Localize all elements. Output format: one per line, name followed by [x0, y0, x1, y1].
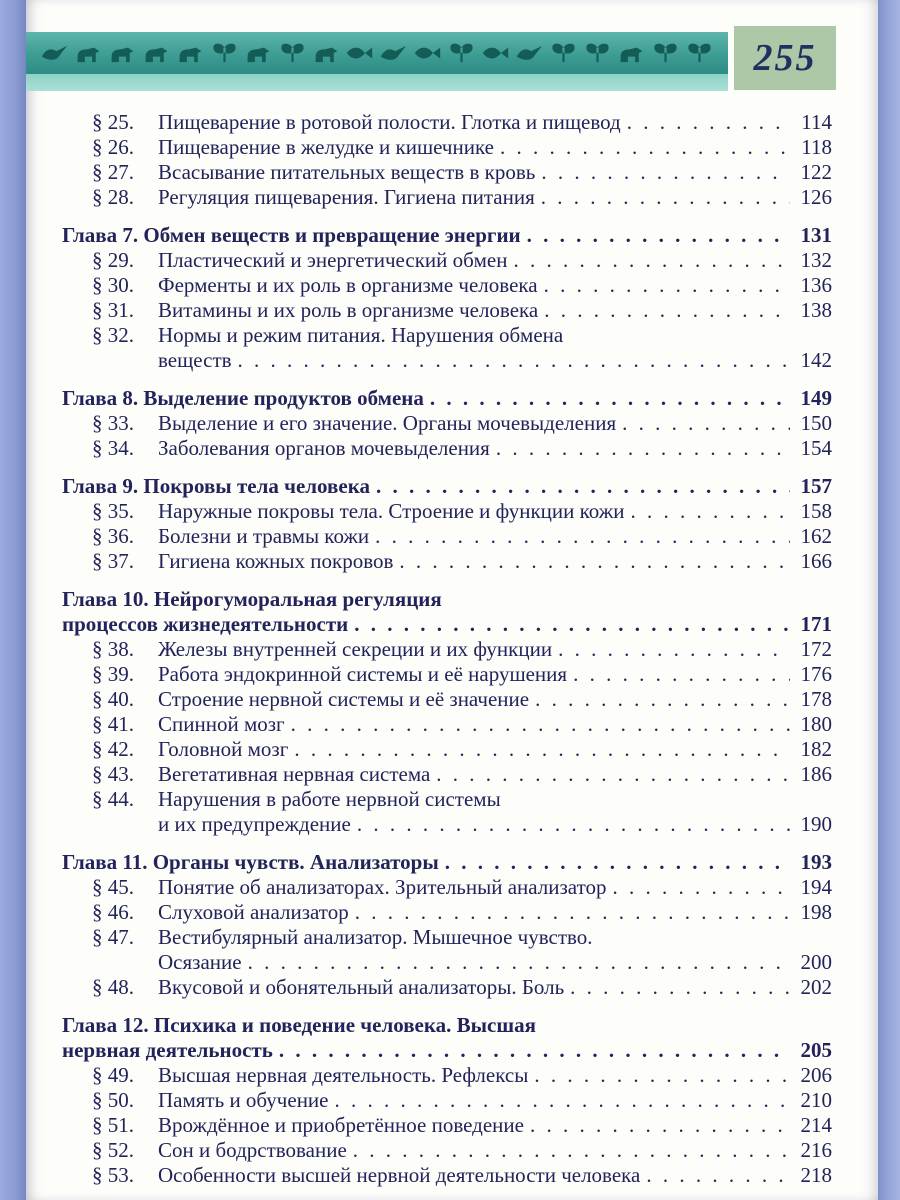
swallow-icon: [40, 41, 69, 65]
toc-entry-line: [62, 737, 832, 762]
toc-entry-line: [62, 223, 832, 248]
dot-leader: [375, 524, 790, 549]
dot-leader: [357, 812, 790, 837]
section-number: § 38.: [92, 637, 134, 661]
section-title: Болезни и травмы кожи: [158, 524, 370, 548]
page-ref: 193: [800, 850, 832, 874]
dot-leader: [291, 712, 790, 737]
page-header: [26, 0, 878, 94]
snail-icon: [651, 41, 680, 65]
page-ref: 205: [800, 1038, 832, 1062]
dot-leader: [541, 160, 790, 185]
page-number-box: [734, 26, 836, 90]
section-number: § 48.: [92, 975, 134, 999]
section-number: § 50.: [92, 1088, 134, 1112]
toc-entry-line: [62, 612, 832, 637]
page-ref: 142: [800, 348, 832, 372]
page-ref: 122: [800, 160, 832, 184]
section-title: Вкусовой и обонятельный анализаторы. Боль: [158, 975, 565, 999]
page-ref: 206: [800, 1063, 832, 1087]
boar-icon: [176, 41, 205, 65]
toc-chapter-entry: [62, 386, 832, 411]
toc-section-entry: [62, 687, 832, 712]
page-ref: 131: [800, 223, 832, 247]
toc-section-entry: [62, 662, 832, 687]
page-ref: 216: [800, 1138, 832, 1162]
chapter-title: Глава 10. Нейрогуморальная регуляция: [62, 587, 442, 611]
page-ref: 182: [800, 737, 832, 761]
section-number: § 46.: [92, 900, 134, 924]
dragonfly-icon: [447, 41, 476, 65]
dot-leader: [500, 135, 790, 160]
toc-entry-line: [62, 411, 832, 436]
page-ref: 136: [800, 273, 832, 297]
toc-section-entry: [62, 762, 832, 787]
toc-entry-line: [62, 900, 832, 925]
toc-entry-line: [62, 185, 832, 210]
section-number: § 40.: [92, 687, 134, 711]
toc-chapter-entry: [62, 474, 832, 499]
dot-leader: [530, 1113, 790, 1138]
toc-section-entry: [62, 298, 832, 323]
butterfly-icon: [210, 41, 239, 65]
dot-leader: [544, 298, 790, 323]
chapter-title: Глава 12. Психика и поведение человека. Высшая: [62, 1013, 536, 1037]
header-accent-stripe: [26, 74, 728, 91]
toc-section-entry: [62, 110, 832, 135]
swan-icon: [379, 41, 408, 65]
monkey-icon: [244, 41, 273, 65]
toc-entry-line: [62, 436, 832, 461]
section-title: Гигиена кожных покровов: [158, 549, 394, 573]
beetle-icon: [549, 41, 578, 65]
toc-chapter-entry: [62, 850, 832, 875]
toc-entry-line: [62, 348, 832, 373]
toc-section-entry: [62, 1088, 832, 1113]
page-ref: 150: [800, 411, 832, 435]
toc-entry-line: [62, 1013, 832, 1038]
toc-entry-line: [62, 1088, 832, 1113]
toc-entry-line: [62, 248, 832, 273]
page-ref: 126: [800, 185, 832, 209]
dot-leader: [248, 950, 790, 975]
toc-entry-line: [62, 637, 832, 662]
toc-section-entry: [62, 787, 832, 837]
section-title: Регуляция пищеварения. Гигиена питания: [158, 185, 535, 209]
dot-leader: [535, 687, 790, 712]
page-ref: 114: [801, 110, 832, 134]
section-title: Особенности высшей нервной деятельности человека: [158, 1163, 641, 1187]
section-number: § 51.: [92, 1113, 134, 1137]
section-title: и их предупреждение: [158, 812, 351, 836]
page-ref: 210: [800, 1088, 832, 1112]
section-title: Спинной мозг: [158, 712, 285, 736]
dot-leader: [631, 499, 790, 524]
toc-entry-line: [62, 1038, 832, 1063]
toc-section-entry: [62, 549, 832, 574]
animal-silhouettes-band: [26, 32, 728, 74]
toc-entry-line: [62, 1113, 832, 1138]
toc-entry-line: [62, 787, 832, 812]
section-number: § 26.: [92, 135, 134, 159]
dot-leader: [355, 900, 790, 925]
chapter-title: Глава 8. Выделение продуктов обмена: [62, 386, 424, 410]
section-title: Наружные покровы тела. Строение и функции кожи: [158, 499, 625, 523]
section-number: § 42.: [92, 737, 134, 761]
page-ref: 171: [800, 612, 832, 636]
dot-leader: [354, 612, 790, 637]
section-title: Осязание: [158, 950, 242, 974]
toc-entry-line: [62, 524, 832, 549]
fox-icon: [312, 41, 341, 65]
page-ref: 198: [800, 900, 832, 924]
page-ref: 194: [800, 875, 832, 899]
page-ref: 180: [800, 712, 832, 736]
toc-entry-line: [62, 762, 832, 787]
page-ref: 172: [800, 637, 832, 661]
toc-entry-line: [62, 1163, 832, 1188]
page-ref: 118: [801, 135, 832, 159]
section-title: Пластический и энергетический обмен: [158, 248, 508, 272]
toc-section-entry: [62, 248, 832, 273]
bat-icon: [583, 41, 612, 65]
toc-entry-line: [62, 687, 832, 712]
toc-entry-line: [62, 273, 832, 298]
dot-leader: [238, 348, 790, 373]
dot-leader: [353, 1138, 790, 1163]
dot-leader: [279, 1038, 790, 1063]
section-number: § 33.: [92, 411, 134, 435]
toc-entry-line: [62, 950, 832, 975]
toc-entry-line: [62, 850, 832, 875]
dot-leader: [612, 875, 790, 900]
dot-leader: [399, 549, 790, 574]
section-number: § 31.: [92, 298, 134, 322]
section-title: Головной мозг: [158, 737, 289, 761]
toc-chapter-entry: [62, 587, 832, 637]
section-title: Нормы и режим питания. Нарушения обмена: [158, 323, 564, 347]
section-number: § 32.: [92, 323, 134, 347]
squirrel-icon: [74, 41, 103, 65]
page: [26, 0, 878, 1200]
chapter-title: процессов жизнедеятельности: [62, 612, 349, 636]
deer-icon: [142, 41, 171, 65]
toc-entry-line: [62, 298, 832, 323]
toc-entry-line: [62, 975, 832, 1000]
section-number: § 41.: [92, 712, 134, 736]
toc-entry-line: [62, 875, 832, 900]
section-title: Сон и бодрствование: [158, 1138, 347, 1162]
section-number: § 39.: [92, 662, 134, 686]
dot-leader: [335, 1088, 791, 1113]
fish-icon: [413, 41, 442, 65]
section-title: Слуховой анализатор: [158, 900, 349, 924]
toc-chapter-entry: [62, 1013, 832, 1063]
page-ref: 157: [800, 474, 832, 498]
page-ref: 158: [800, 499, 832, 523]
section-title: Ферменты и их роль в организме человека: [158, 273, 538, 297]
section-number: § 29.: [92, 248, 134, 272]
section-number: § 35.: [92, 499, 134, 523]
toc-entry-line: [62, 160, 832, 185]
toc-entry-line: [62, 925, 832, 950]
camel-icon: [617, 41, 646, 65]
chapter-title: Глава 7. Обмен веществ и превращение энергии: [62, 223, 521, 247]
dot-leader: [570, 975, 790, 1000]
dot-leader: [646, 1163, 790, 1188]
dot-leader: [430, 386, 790, 411]
page-ref: 200: [800, 950, 832, 974]
page-ref: 132: [800, 248, 832, 272]
butterfly-icon: [685, 41, 714, 65]
section-title: веществ: [158, 348, 232, 372]
toc-section-entry: [62, 900, 832, 925]
section-title: Память и обучение: [158, 1088, 329, 1112]
page-ref: 202: [800, 975, 832, 999]
toc-entry-line: [62, 499, 832, 524]
section-title: Врождённое и приобретённое поведение: [158, 1113, 524, 1137]
toc-section-entry: [62, 1163, 832, 1188]
chapter-title: нервная деятельность: [62, 1038, 273, 1062]
section-number: § 52.: [92, 1138, 134, 1162]
section-title: Заболевания органов мочевыделения: [158, 436, 490, 460]
dot-leader: [534, 1063, 790, 1088]
section-number: § 43.: [92, 762, 134, 786]
toc-section-entry: [62, 637, 832, 662]
page-ref: 138: [800, 298, 832, 322]
page-ref: 186: [800, 762, 832, 786]
toc-section-entry: [62, 1063, 832, 1088]
toc-entry-line: [62, 549, 832, 574]
chapter-title: Глава 11. Органы чувств. Анализаторы: [62, 850, 439, 874]
section-number: § 27.: [92, 160, 134, 184]
page-ref: 162: [800, 524, 832, 548]
toc-section-entry: [62, 1138, 832, 1163]
dot-leader: [622, 411, 790, 436]
crocodile-icon: [481, 41, 510, 65]
dot-leader: [558, 637, 790, 662]
section-title: Понятие об анализаторах. Зрительный анализатор: [158, 875, 607, 899]
dot-leader: [436, 762, 790, 787]
toc-section-entry: [62, 712, 832, 737]
section-title: Нарушения в работе нервной системы: [158, 787, 501, 811]
dot-leader: [294, 737, 790, 762]
toc-section-entry: [62, 499, 832, 524]
section-number: § 37.: [92, 549, 134, 573]
scorpion-icon: [278, 41, 307, 65]
page-ref: 214: [800, 1113, 832, 1137]
section-title: Вегетативная нервная система: [158, 762, 431, 786]
section-title: Пищеварение в ротовой полости. Глотка и пищевод: [158, 110, 621, 134]
section-title: Строение нервной системы и её значение: [158, 687, 530, 711]
toc-section-entry: [62, 135, 832, 160]
toc-entry-line: [62, 474, 832, 499]
dot-leader: [376, 474, 790, 499]
dot-leader: [527, 223, 790, 248]
toc-entry-line: [62, 1063, 832, 1088]
whale-icon: [345, 41, 374, 65]
toc-entry-line: [62, 662, 832, 687]
page-ref: 190: [800, 812, 832, 836]
dot-leader: [627, 110, 790, 135]
toc-entry-line: [62, 135, 832, 160]
section-title: Высшая нервная деятельность. Рефлексы: [158, 1063, 529, 1087]
dot-leader: [541, 185, 790, 210]
toc-entry-line: [62, 110, 832, 135]
section-title: Выделение и его значение. Органы мочевыделения: [158, 411, 617, 435]
toc-section-entry: [62, 1113, 832, 1138]
section-number: § 47.: [92, 925, 134, 949]
toc-entry-line: [62, 323, 832, 348]
book-cover-right-edge: [878, 0, 900, 1200]
toc-entry-line: [62, 587, 832, 612]
section-number: § 36.: [92, 524, 134, 548]
page-ref: 178: [800, 687, 832, 711]
toc-section-entry: [62, 737, 832, 762]
section-title: Работа эндокринной системы и её нарушения: [158, 662, 568, 686]
section-title: Вестибулярный анализатор. Мышечное чувство.: [158, 925, 593, 949]
section-number: § 30.: [92, 273, 134, 297]
toc-section-entry: [62, 524, 832, 549]
page-ref: 166: [800, 549, 832, 573]
page-ref: 176: [800, 662, 832, 686]
dot-leader: [573, 662, 790, 687]
section-number: § 25.: [92, 110, 134, 134]
hare-icon: [108, 41, 137, 65]
toc-section-entry: [62, 160, 832, 185]
toc-section-entry: [62, 273, 832, 298]
page-ref: 218: [800, 1163, 832, 1187]
dot-leader: [513, 248, 790, 273]
section-number: § 49.: [92, 1063, 134, 1087]
section-number: § 28.: [92, 185, 134, 209]
dot-leader: [544, 273, 790, 298]
section-number: § 45.: [92, 875, 134, 899]
section-number: § 34.: [92, 436, 134, 460]
toc-section-entry: [62, 185, 832, 210]
toc-section-entry: [62, 323, 832, 373]
page-number: 255: [753, 37, 817, 79]
section-title: Железы внутренней секреции и их функции: [158, 637, 553, 661]
toc-chapter-entry: [62, 223, 832, 248]
page-ref: 149: [800, 386, 832, 410]
toc-section-entry: [62, 436, 832, 461]
section-title: Витамины и их роль в организме человека: [158, 298, 539, 322]
toc-section-entry: [62, 925, 832, 975]
section-number: § 44.: [92, 787, 134, 811]
section-number: § 53.: [92, 1163, 134, 1187]
section-title: Всасывание питательных веществ в кровь: [158, 160, 536, 184]
stork-icon: [515, 41, 544, 65]
dot-leader: [445, 850, 790, 875]
toc-entry-line: [62, 812, 832, 837]
toc-section-entry: [62, 975, 832, 1000]
toc-entry-line: [62, 386, 832, 411]
section-title: Пищеварение в желудке и кишечнике: [158, 135, 494, 159]
toc-section-entry: [62, 411, 832, 436]
dot-leader: [496, 436, 790, 461]
chapter-title: Глава 9. Покровы тела человека: [62, 474, 370, 498]
toc-list: [26, 94, 878, 1188]
toc-entry-line: [62, 1138, 832, 1163]
toc-entry-line: [62, 712, 832, 737]
book-cover-left-edge: [0, 0, 26, 1200]
toc-section-entry: [62, 875, 832, 900]
page-ref: 154: [800, 436, 832, 460]
